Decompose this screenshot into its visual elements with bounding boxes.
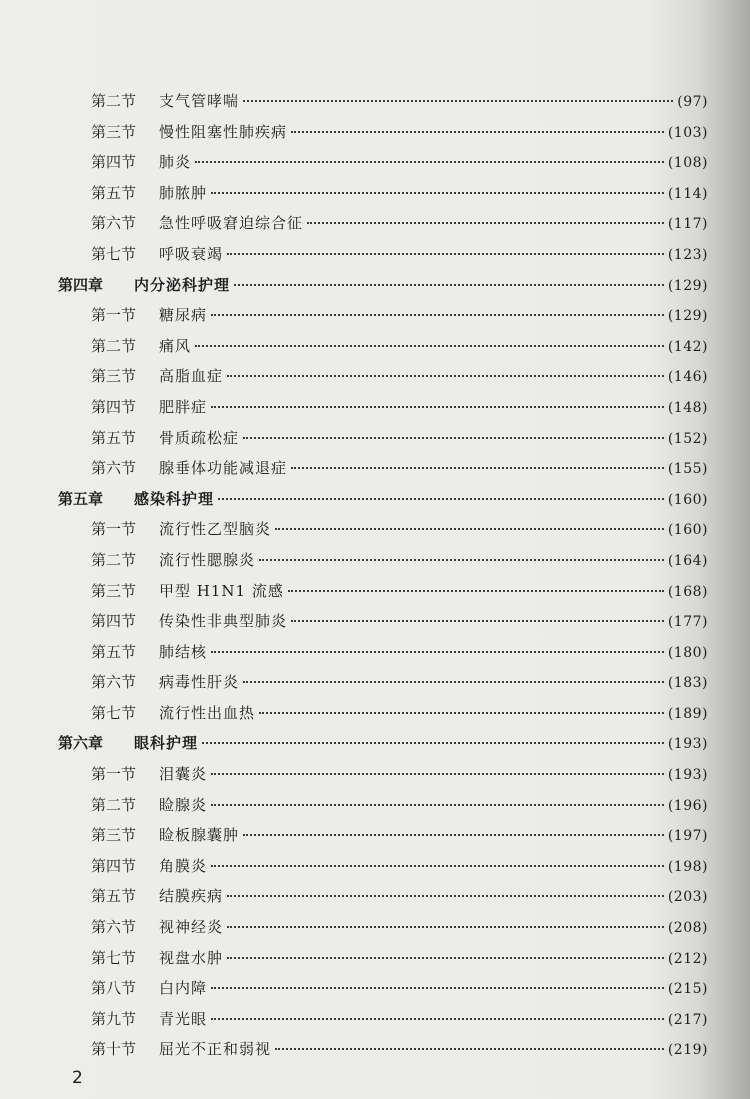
entry-page-number: (123): [667, 246, 708, 263]
dot-leader: [211, 406, 664, 408]
entry-number: 第六节: [91, 459, 137, 478]
entry-page-number: (146): [667, 369, 708, 386]
entry-number: 第八节: [91, 979, 137, 998]
dot-leader: [275, 528, 664, 530]
dot-leader: [211, 314, 664, 316]
entry-number: 第四章: [58, 275, 104, 294]
entry-number: 第九节: [91, 1009, 137, 1028]
entry-number: 第一节: [91, 520, 137, 539]
entry-page-number: (168): [667, 583, 708, 600]
entry-title: 病毒性肝炎: [159, 673, 240, 692]
entry-title: 急性呼吸窘迫综合征: [159, 214, 304, 233]
toc-section-entry: [58, 759, 708, 790]
toc-section-entry: [58, 239, 708, 270]
entry-title: 流行性出血热: [159, 703, 256, 722]
dot-leader: [259, 559, 664, 561]
entry-number: 第六章: [58, 734, 104, 753]
entry-page-number: (196): [667, 797, 708, 814]
entry-title: 泪囊炎: [159, 765, 208, 784]
entry-title: 肺结核: [159, 642, 208, 661]
entry-title: 肺炎: [159, 153, 192, 172]
table-of-contents: [58, 86, 708, 1065]
entry-page-number: (189): [667, 705, 708, 722]
entry-page-number: (197): [667, 828, 708, 845]
entry-number: 第一节: [91, 765, 137, 784]
entry-title: 肥胖症: [159, 397, 208, 416]
entry-page-number: (152): [667, 430, 708, 447]
entry-number: 第五章: [58, 489, 104, 508]
entry-number: 第二节: [91, 92, 137, 110]
dot-leader: [195, 161, 664, 163]
entry-number: 第三节: [91, 367, 137, 386]
entry-number: 第七节: [91, 703, 137, 722]
entry-page-number: (212): [667, 950, 708, 967]
toc-section-entry: [58, 392, 708, 423]
dot-leader: [291, 620, 664, 622]
dot-leader: [243, 100, 673, 102]
entry-title: 青光眼: [159, 1009, 208, 1028]
toc-section-entry: [58, 178, 708, 209]
entry-title: 痛风: [159, 336, 192, 355]
entry-number: 第十节: [91, 1040, 137, 1059]
toc-chapter-entry: [58, 484, 708, 515]
toc-section-entry: [58, 545, 708, 576]
entry-title: 支气管哮喘: [159, 92, 240, 110]
entry-title: 传染性非典型肺炎: [159, 612, 288, 631]
entry-number: 第四节: [91, 856, 137, 875]
dot-leader: [243, 681, 664, 683]
entry-number: 第四节: [91, 612, 137, 631]
entry-title: 腺垂体功能减退症: [159, 459, 288, 478]
entry-number: 第五节: [91, 887, 137, 906]
entry-number: 第三节: [91, 122, 137, 141]
entry-number: 第六节: [91, 214, 137, 233]
toc-section-entry: [58, 943, 708, 974]
toc-section-entry: [58, 790, 708, 821]
entry-title: 睑腺炎: [159, 795, 208, 814]
entry-page-number: (215): [667, 981, 708, 998]
dot-leader: [227, 375, 664, 377]
entry-page-number: (142): [667, 338, 708, 355]
toc-section-entry: [58, 1034, 708, 1065]
entry-number: 第七节: [91, 948, 137, 967]
dot-leader: [259, 712, 664, 714]
toc-chapter-entry: [58, 728, 708, 759]
entry-title: 白内障: [159, 979, 208, 998]
entry-title: 睑板腺囊肿: [159, 826, 240, 845]
dot-leader: [211, 192, 664, 194]
entry-page-number: (160): [667, 522, 708, 539]
entry-number: 第一节: [91, 306, 137, 325]
dot-leader: [227, 253, 664, 255]
toc-section-entry: [58, 514, 708, 545]
entry-number: 第五节: [91, 428, 137, 447]
toc-section-entry: [58, 300, 708, 331]
dot-leader: [195, 345, 664, 347]
entry-number: 第二节: [91, 795, 137, 814]
entry-page-number: (155): [667, 461, 708, 478]
entry-number: 第五节: [91, 183, 137, 202]
entry-title: 呼吸衰竭: [159, 244, 224, 263]
entry-title: 角膜炎: [159, 856, 208, 875]
entry-number: 第四节: [91, 397, 137, 416]
dot-leader: [243, 437, 664, 439]
dot-leader: [211, 773, 664, 775]
entry-number: 第二节: [91, 336, 137, 355]
toc-section-entry: [58, 820, 708, 851]
entry-number: 第七节: [91, 244, 137, 263]
entry-title: 高脂血症: [159, 367, 224, 386]
dot-leader: [218, 498, 664, 500]
entry-number: 第三节: [91, 826, 137, 845]
entry-number: 第二节: [91, 550, 137, 569]
entry-page-number: (129): [667, 277, 708, 294]
entry-title: 肺脓肿: [159, 183, 208, 202]
toc-section-entry: [58, 453, 708, 484]
entry-page-number: (129): [667, 308, 708, 325]
toc-section-entry: [58, 1004, 708, 1035]
toc-section-entry: [58, 881, 708, 912]
page-number: 2: [72, 1068, 83, 1088]
entry-number: 第四节: [91, 153, 137, 172]
entry-title: 慢性阻塞性肺疾病: [159, 122, 288, 141]
entry-page-number: (103): [667, 124, 708, 141]
entry-title: 甲型 H1N1 流感: [159, 581, 284, 600]
dot-leader: [307, 222, 664, 224]
dot-leader: [211, 865, 664, 867]
dot-leader: [211, 651, 664, 653]
entry-title: 眼科护理: [134, 734, 199, 753]
toc-section-entry: [58, 86, 708, 117]
toc-section-entry: [58, 147, 708, 178]
entry-title: 流行性腮腺炎: [159, 550, 256, 569]
entry-title: 结膜疾病: [159, 887, 224, 906]
toc-section-entry: [58, 423, 708, 454]
entry-page-number: (114): [667, 185, 708, 202]
entry-page-number: (180): [667, 644, 708, 661]
toc-chapter-entry: [58, 270, 708, 301]
dot-leader: [234, 284, 664, 286]
toc-section-entry: [58, 698, 708, 729]
dot-leader: [202, 742, 664, 744]
entry-page-number: (198): [667, 858, 708, 875]
entry-page-number: (148): [667, 399, 708, 416]
toc-section-entry: [58, 973, 708, 1004]
toc-section-entry: [58, 208, 708, 239]
toc-section-entry: [58, 117, 708, 148]
entry-page-number: (177): [667, 614, 708, 631]
dot-leader: [275, 1048, 664, 1050]
toc-section-entry: [58, 851, 708, 882]
entry-title: 糖尿病: [159, 306, 208, 325]
dot-leader: [211, 1018, 664, 1020]
dot-leader: [227, 926, 664, 928]
toc-section-entry: [58, 667, 708, 698]
entry-page-number: (117): [667, 216, 708, 233]
entry-page-number: (97): [677, 94, 708, 110]
toc-section-entry: [58, 637, 708, 668]
toc-section-entry: [58, 331, 708, 362]
entry-number: 第三节: [91, 581, 137, 600]
toc-section-entry: [58, 912, 708, 943]
dot-leader: [227, 895, 664, 897]
toc-section-entry: [58, 361, 708, 392]
entry-page-number: (193): [667, 767, 708, 784]
entry-title: 屈光不正和弱视: [159, 1040, 272, 1059]
dot-leader: [288, 590, 664, 592]
entry-page-number: (193): [667, 736, 708, 753]
entry-page-number: (183): [667, 675, 708, 692]
entry-title: 感染科护理: [134, 489, 215, 508]
entry-title: 视神经炎: [159, 918, 224, 937]
toc-section-entry: [58, 576, 708, 607]
entry-page-number: (160): [667, 491, 708, 508]
entry-page-number: (108): [667, 155, 708, 172]
dot-leader: [291, 131, 664, 133]
entry-page-number: (219): [667, 1042, 708, 1059]
dot-leader: [291, 467, 664, 469]
entry-title: 流行性乙型脑炎: [159, 520, 272, 539]
dot-leader: [211, 987, 664, 989]
entry-page-number: (217): [667, 1011, 708, 1028]
dot-leader: [227, 957, 664, 959]
entry-title: 内分泌科护理: [134, 275, 231, 294]
entry-title: 视盘水肿: [159, 948, 224, 967]
entry-number: 第六节: [91, 673, 137, 692]
dot-leader: [211, 804, 664, 806]
entry-number: 第六节: [91, 918, 137, 937]
toc-section-entry: [58, 606, 708, 637]
entry-page-number: (203): [667, 889, 708, 906]
dot-leader: [243, 834, 664, 836]
entry-page-number: (164): [667, 552, 708, 569]
entry-title: 骨质疏松症: [159, 428, 240, 447]
entry-page-number: (208): [667, 920, 708, 937]
entry-number: 第五节: [91, 642, 137, 661]
